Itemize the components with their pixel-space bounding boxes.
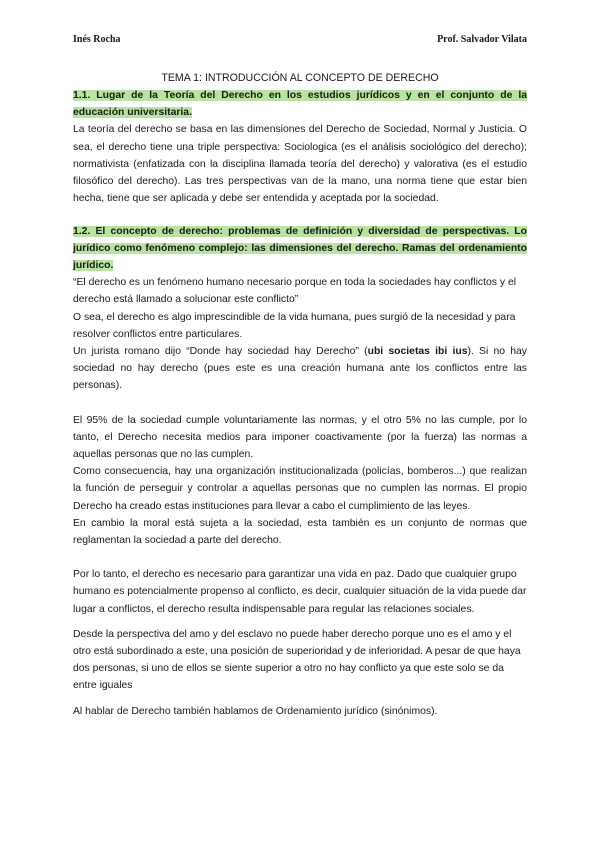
section-1-paragraph: La teoría del derecho se basa en las dimensiones del Derecho de Sociedad, Normal y Justicia. O sea, el derecho tiene una triple perspectiva: Sociologica (es el análisis sociológico del derecho); normativista (enfatizada con la disciplina llamada teoría del derecho) y valorativa (es el estudio filosófico del derecho). Las tres perspectivas van de la mano, una norma tiene que estar bien hecha, tiene que ser aplicada y debe ser entendida y aceptada por la sociedad. (73, 124, 527, 205)
paragraph-compliance: El 95% de la sociedad cumple voluntariamente las normas, y el otro 5% no las cumple, por lo tanto, el Derecho necesita medios para imponer coactivamente (por la fuerza) las normas a aquellas personas que no las cumplen. (73, 414, 527, 461)
paragraph-morality: En cambio la moral está sujeta a la sociedad, esta también es un conjunto de normas que reglamentan la sociedad a parte del derecho. (73, 517, 527, 547)
paragraph-master-slave: Desde la perspectiva del amo y del esclavo no puede haber derecho porque uno es el amo y el otro está subordinado a este, una posición de superioridad y de inferioridad. A pesar de que haya dos personas, si uno de ellos se siente superior a otro no hay conflicto ya que este solo se da entre iguales (73, 628, 521, 692)
paragraph-institutions: Como consecuencia, hay una organización institucionalizada (policías, bomberos...) que realizan la función de perseguir y controlar a aquellas personas que no cumplen las normas. El propio Derecho ha creado estas instituciones para llevar a cabo el cumplimiento de las leyes. (73, 466, 527, 512)
quote-paragraph: “El derecho es un fenómeno humano necesario porque en toda la sociedades hay conflictos y el derecho está llamado a solucionar este conflicto” (73, 277, 517, 306)
section-1-heading-text: 1.1. Lugar de la Teoría del Derecho en los estudios jurídicos y en el conjunto de la educación universitaria. (73, 90, 527, 118)
section-2-heading-text: 1.2. El concepto de derecho: problemas de definición y diversidad de perspectivas. Lo jurídico como fenómeno complejo: las dimensiones del derecho. Ramas del ordenamiento jurídico. (73, 226, 527, 271)
roman-jurist-text-b: ). Si no hay sociedad no hay derecho (pues este es una creación humana ante los conflictos entre las personas). (73, 346, 527, 392)
professor-name: Prof. Salvador Vilata (437, 34, 527, 45)
document-title: TEMA 1: INTRODUCCIÓN AL CONCEPTO DE DERECHO (161, 72, 439, 84)
paragraph-legal-order: Al hablar de Derecho también hablamos de Ordenamiento jurídico (sinónimos). (73, 705, 438, 717)
roman-jurist-text-a: Un jurista romano dijo “Donde hay sociedad hay Derecho” ( (73, 346, 368, 357)
paragraph-necessity: O sea, el derecho es algo imprescindible de la vida humana, pues surgió de la necesidad y para resolver conflictos entre particulares. (73, 311, 516, 340)
section-2-heading (73, 224, 527, 274)
section-1-heading (73, 88, 527, 121)
document-body (73, 70, 527, 720)
student-name: Inés Rocha (73, 34, 121, 45)
paragraph-roman-jurist (73, 343, 527, 395)
paragraph-peace: Por lo tanto, el derecho es necesario para garantizar una vida en paz. Dado que cualquier grupo humano es potencialmente propenso al conflicto, es decir, cualquier situación de la vida puede dar lugar a conflictos, el derecho resulta indispensable para regular las relaciones sociales. (73, 569, 527, 615)
latin-maxim: ubi societas ibi ius (367, 346, 468, 357)
page-header (73, 34, 527, 45)
